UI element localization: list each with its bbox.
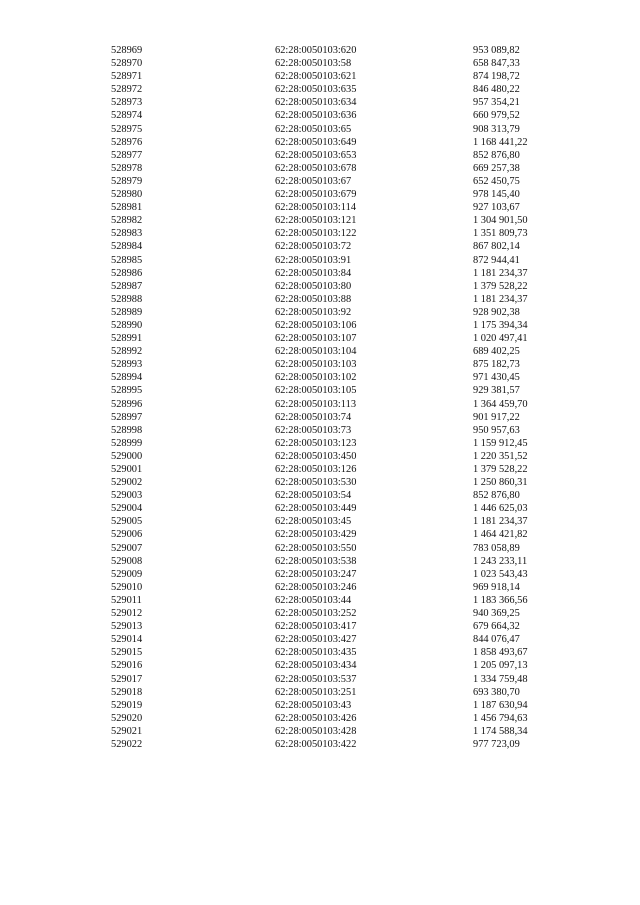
cadastral-number: 62:28:0050103:530 [275,477,357,489]
cadastral-value: 693 380,70 [473,686,520,698]
cadastral-value: 1 858 493,67 [473,647,528,659]
cadastral-number: 62:28:0050103:427 [275,634,357,646]
row-number: 528992 [111,346,143,358]
cadastral-value: 1 334 759,48 [473,673,528,685]
row-number: 529018 [111,686,143,698]
row-number: 528999 [111,437,143,449]
cadastral-number: 62:28:0050103:251 [275,686,357,698]
table-row [0,188,640,201]
cadastral-number: 62:28:0050103:54 [275,490,352,502]
table-row [0,123,640,136]
cadastral-number: 62:28:0050103:121 [275,215,357,227]
cadastral-number: 62:28:0050103:67 [275,175,352,187]
cadastral-number: 62:28:0050103:621 [275,71,357,83]
row-number: 529021 [111,725,143,737]
cadastral-value-table [0,44,640,751]
row-number: 529003 [111,490,143,502]
cadastral-value: 874 198,72 [473,71,520,83]
cadastral-number: 62:28:0050103:72 [275,241,352,253]
cadastral-value: 957 354,21 [473,97,520,109]
cadastral-value: 977 723,09 [473,738,520,750]
cadastral-number: 62:28:0050103:678 [275,162,357,174]
cadastral-value: 969 918,14 [473,581,520,593]
row-number: 528985 [111,254,143,266]
cadastral-number: 62:28:0050103:104 [275,346,357,358]
table-row [0,699,640,712]
table-row [0,398,640,411]
table-row [0,738,640,751]
table-row [0,437,640,450]
cadastral-value: 1 220 351,52 [473,450,528,462]
table-row [0,515,640,528]
row-number: 529002 [111,477,143,489]
table-row [0,332,640,345]
row-number: 528997 [111,411,143,423]
row-number: 528977 [111,149,143,161]
cadastral-number: 62:28:0050103:80 [275,280,352,292]
cadastral-value: 689 402,25 [473,346,520,358]
cadastral-value: 660 979,52 [473,110,520,122]
cadastral-number: 62:28:0050103:435 [275,647,357,659]
cadastral-number: 62:28:0050103:428 [275,725,357,737]
cadastral-value: 679 664,32 [473,621,520,633]
row-number: 528981 [111,202,143,214]
table-row [0,502,640,515]
row-number: 528978 [111,162,143,174]
cadastral-number: 62:28:0050103:45 [275,516,352,528]
cadastral-value: 971 430,45 [473,372,520,384]
table-row [0,109,640,122]
table-row [0,83,640,96]
table-row [0,384,640,397]
table-row [0,254,640,267]
row-number: 528972 [111,84,143,96]
cadastral-number: 62:28:0050103:92 [275,306,352,318]
cadastral-value: 1 250 860,31 [473,477,528,489]
table-row [0,450,640,463]
row-number: 529019 [111,699,143,711]
row-number: 529020 [111,712,143,724]
table-row [0,175,640,188]
table-row [0,476,640,489]
table-row [0,568,640,581]
cadastral-number: 62:28:0050103:122 [275,228,357,240]
cadastral-value: 927 103,67 [473,202,520,214]
row-number: 528983 [111,228,143,240]
table-row [0,633,640,646]
row-number: 529005 [111,516,143,528]
cadastral-value: 978 145,40 [473,189,520,201]
table-row [0,463,640,476]
row-number: 529009 [111,568,143,580]
row-number: 529013 [111,621,143,633]
row-number: 529016 [111,660,143,672]
cadastral-value: 1 168 441,22 [473,136,528,148]
cadastral-value: 852 876,80 [473,149,520,161]
cadastral-number: 62:28:0050103:84 [275,267,352,279]
cadastral-number: 62:28:0050103:679 [275,189,357,201]
cadastral-number: 62:28:0050103:429 [275,529,357,541]
cadastral-value: 846 480,22 [473,84,520,96]
table-row [0,44,640,57]
cadastral-number: 62:28:0050103:649 [275,136,357,148]
table-row [0,358,640,371]
cadastral-value: 783 058,89 [473,542,520,554]
row-number: 529011 [111,594,142,606]
row-number: 528994 [111,372,143,384]
cadastral-value: 875 182,73 [473,359,520,371]
cadastral-number: 62:28:0050103:247 [275,568,357,580]
cadastral-value: 1 181 234,37 [473,293,528,305]
cadastral-number: 62:28:0050103:417 [275,621,357,633]
row-number: 528969 [111,45,143,56]
cadastral-value: 867 802,14 [473,241,520,253]
cadastral-value: 669 257,38 [473,162,520,174]
cadastral-value: 928 902,38 [473,306,520,318]
table-row [0,528,640,541]
row-number: 529000 [111,450,143,462]
row-number: 529015 [111,647,143,659]
cadastral-value: 1 379 528,22 [473,280,528,292]
cadastral-number: 62:28:0050103:105 [275,385,357,397]
cadastral-number: 62:28:0050103:636 [275,110,357,122]
cadastral-number: 62:28:0050103:58 [275,58,352,70]
cadastral-number: 62:28:0050103:422 [275,738,357,750]
cadastral-number: 62:28:0050103:550 [275,542,357,554]
cadastral-number: 62:28:0050103:123 [275,437,357,449]
cadastral-number: 62:28:0050103:73 [275,424,352,436]
cadastral-value: 1 023 543,43 [473,568,528,580]
row-number: 528991 [111,333,143,345]
table-row [0,686,640,699]
cadastral-value: 1 187 630,94 [473,699,528,711]
cadastral-value: 953 089,82 [473,45,520,56]
row-number: 528982 [111,215,143,227]
table-row [0,489,640,502]
cadastral-value: 652 450,75 [473,175,520,187]
cadastral-number: 62:28:0050103:88 [275,293,352,305]
cadastral-value: 1 304 901,50 [473,215,528,227]
cadastral-number: 62:28:0050103:43 [275,699,352,711]
table-row [0,542,640,555]
row-number: 528993 [111,359,143,371]
row-number: 528987 [111,280,143,292]
cadastral-value: 844 076,47 [473,634,520,646]
table-row [0,581,640,594]
cadastral-number: 62:28:0050103:449 [275,503,357,515]
table-row [0,306,640,319]
table-row [0,57,640,70]
table-row [0,646,640,659]
cadastral-number: 62:28:0050103:252 [275,608,357,620]
row-number: 528984 [111,241,143,253]
table-row [0,371,640,384]
row-number: 528990 [111,319,143,331]
row-number: 528979 [111,175,143,187]
cadastral-value: 1 364 459,70 [473,398,528,410]
table-row [0,620,640,633]
cadastral-value: 1 181 234,37 [473,267,528,279]
cadastral-number: 62:28:0050103:426 [275,712,357,724]
cadastral-value: 1 183 366,56 [473,594,528,606]
table-row [0,149,640,162]
cadastral-value: 1 243 233,11 [473,555,528,567]
table-row [0,96,640,109]
table-row [0,136,640,149]
cadastral-number: 62:28:0050103:246 [275,581,357,593]
row-number: 528998 [111,424,143,436]
cadastral-value: 1 159 912,45 [473,437,528,449]
row-number: 528974 [111,110,143,122]
cadastral-number: 62:28:0050103:538 [275,555,357,567]
cadastral-number: 62:28:0050103:107 [275,333,357,345]
row-number: 528995 [111,385,143,397]
cadastral-number: 62:28:0050103:102 [275,372,357,384]
cadastral-value: 1 175 394,34 [473,319,528,331]
cadastral-number: 62:28:0050103:91 [275,254,352,266]
cadastral-value: 940 369,25 [473,608,520,620]
row-number: 528988 [111,293,143,305]
row-number: 529010 [111,581,143,593]
cadastral-value: 1 020 497,41 [473,333,528,345]
cadastral-value: 1 351 809,73 [473,228,528,240]
cadastral-value: 872 944,41 [473,254,520,266]
table-row [0,214,640,227]
table-row [0,424,640,437]
row-number: 529004 [111,503,143,515]
table-row [0,673,640,686]
cadastral-value: 908 313,79 [473,123,520,135]
cadastral-value: 1 446 625,03 [473,503,528,515]
row-number: 529022 [111,738,143,750]
cadastral-value: 1 379 528,22 [473,464,528,475]
cadastral-number: 62:28:0050103:434 [275,660,357,672]
row-number: 528980 [111,189,143,201]
row-number: 528970 [111,58,143,70]
row-number: 529007 [111,542,143,554]
cadastral-value: 929 381,57 [473,385,520,397]
table-row [0,240,640,253]
table-row [0,319,640,332]
row-number: 529012 [111,608,143,620]
row-number: 528976 [111,136,143,148]
row-number: 528971 [111,71,143,83]
row-number: 529001 [111,464,143,475]
table-row [0,555,640,568]
cadastral-number: 62:28:0050103:620 [275,45,357,56]
row-number: 528989 [111,306,143,318]
cadastral-value: 1 464 421,82 [473,529,528,541]
table-row [0,280,640,293]
table-row [0,607,640,620]
row-number: 528975 [111,123,143,135]
cadastral-number: 62:28:0050103:44 [275,594,352,606]
cadastral-number: 62:28:0050103:103 [275,359,357,371]
row-number: 528986 [111,267,143,279]
table-row [0,162,640,175]
cadastral-number: 62:28:0050103:635 [275,84,357,96]
cadastral-number: 62:28:0050103:106 [275,319,357,331]
table-row [0,594,640,607]
row-number: 529008 [111,555,143,567]
table-row [0,227,640,240]
table-row [0,293,640,306]
cadastral-number: 62:28:0050103:114 [275,202,357,214]
row-number: 528996 [111,398,143,410]
row-number: 528973 [111,97,143,109]
cadastral-value: 1 181 234,37 [473,516,528,528]
table-row [0,659,640,672]
cadastral-number: 62:28:0050103:126 [275,464,357,475]
cadastral-number: 62:28:0050103:537 [275,673,357,685]
table-row [0,70,640,83]
table-row [0,712,640,725]
cadastral-value: 1 174 588,34 [473,725,528,737]
cadastral-value: 901 917,22 [473,411,520,423]
cadastral-value: 658 847,33 [473,58,520,70]
row-number: 529006 [111,529,143,541]
cadastral-number: 62:28:0050103:113 [275,398,357,410]
cadastral-number: 62:28:0050103:653 [275,149,357,161]
table-row [0,201,640,214]
cadastral-value: 950 957,63 [473,424,520,436]
table-row [0,267,640,280]
cadastral-value: 1 205 097,13 [473,660,528,672]
row-number: 529017 [111,673,143,685]
table-row [0,725,640,738]
cadastral-number: 62:28:0050103:74 [275,411,352,423]
cadastral-number: 62:28:0050103:450 [275,450,357,462]
cadastral-value: 1 456 794,63 [473,712,528,724]
table-row [0,411,640,424]
row-number: 529014 [111,634,143,646]
cadastral-number: 62:28:0050103:634 [275,97,357,109]
cadastral-number: 62:28:0050103:65 [275,123,352,135]
table-row [0,345,640,358]
cadastral-value: 852 876,80 [473,490,520,502]
